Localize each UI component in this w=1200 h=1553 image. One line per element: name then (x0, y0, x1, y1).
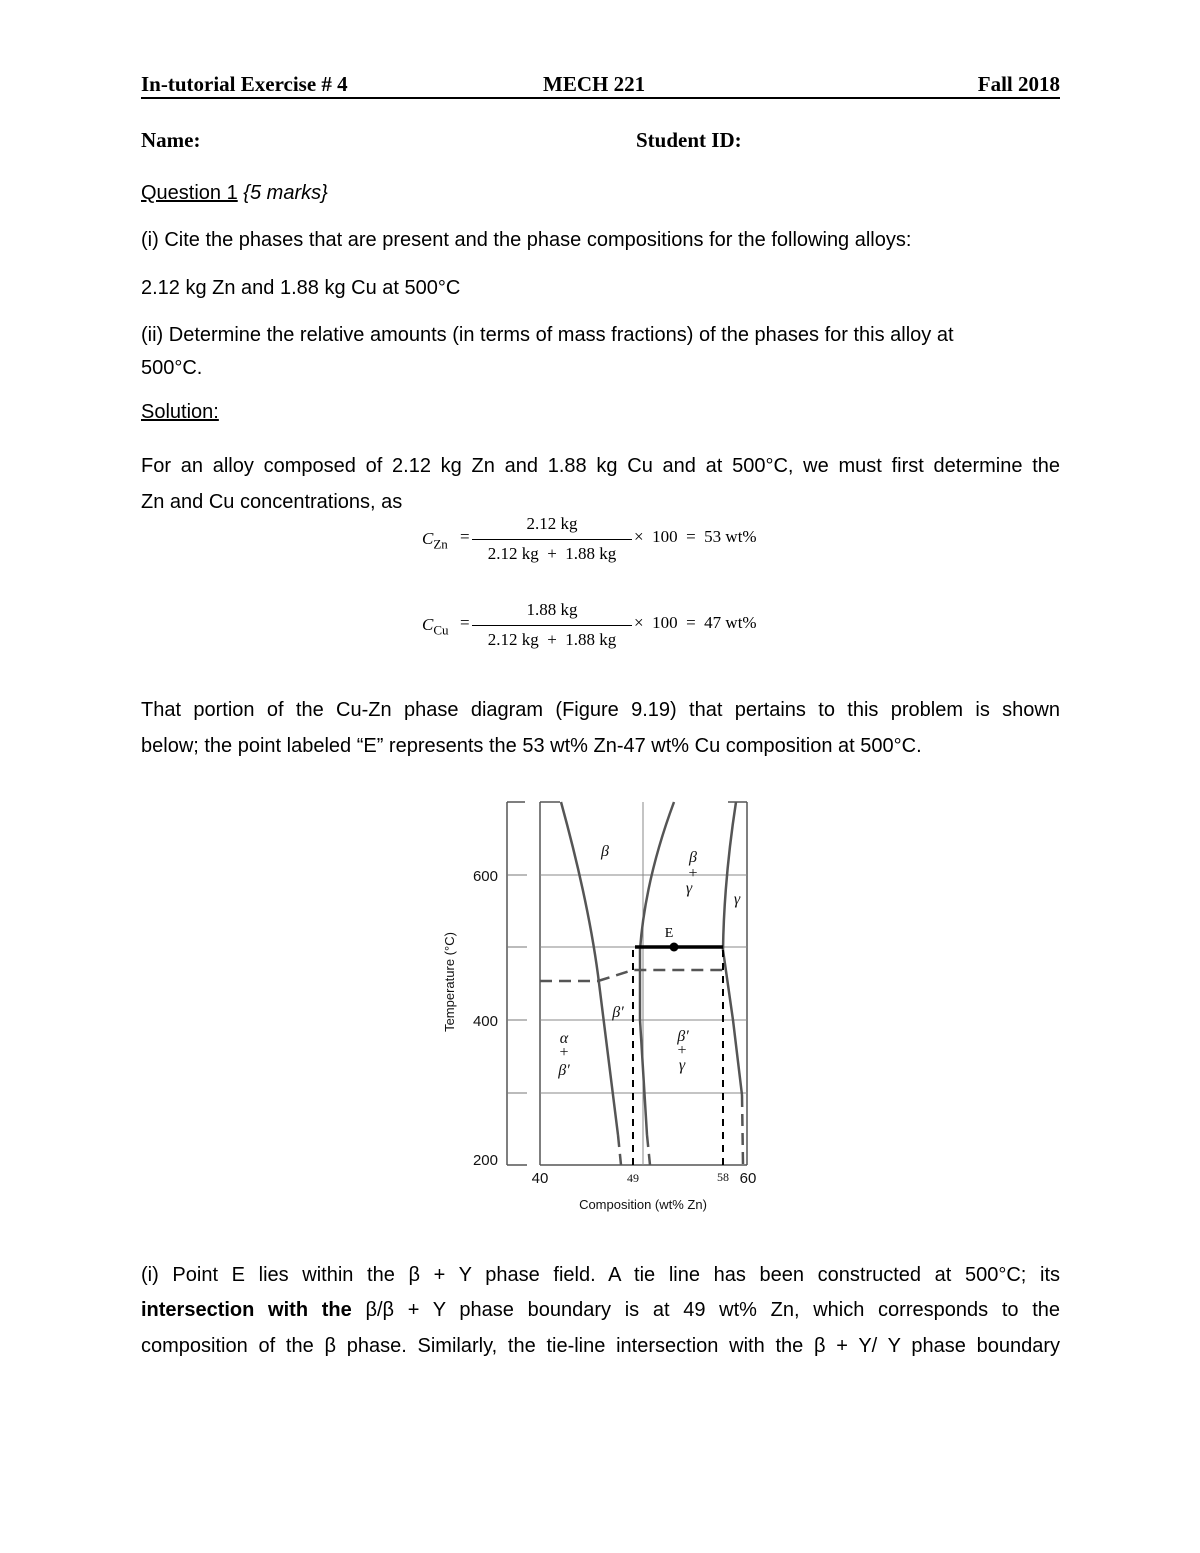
point-e-marker (670, 943, 679, 952)
phase-label-betaprimegamma-1: β′ (677, 1028, 689, 1045)
equation-zn-numerator: 2.12 kg (526, 514, 578, 533)
y-axis-title: Temperature (°C) (442, 932, 457, 1032)
answer-line1: (i) Point E lies within the β + Υ phase field. A tie line has been constructed at 500°C; its (141, 1264, 1060, 1286)
equation-zn-equals: = (460, 527, 470, 546)
y-tick-label-200: 200 (472, 1152, 498, 1169)
boundary-beta-betagamma-dashed (647, 1135, 650, 1165)
equation-cu-fraction-bar (472, 625, 632, 626)
header-center: MECH 221 (543, 72, 646, 96)
x-tick-label-60: 60 (739, 1170, 757, 1187)
boundary-alpha-beta (561, 802, 618, 1135)
ordering-lines (540, 970, 743, 1165)
equation-zn-fraction-bar (472, 539, 632, 540)
solution-intro-line2: Zn and Cu concentrations, as (141, 491, 403, 513)
equation-cu-rhs: × 100 = 47 wt% (634, 613, 757, 632)
phase-label-alphabetaprime-2: + (559, 1044, 569, 1061)
equation-cu (422, 601, 822, 661)
boundary-alpha-beta-dashed (618, 1135, 621, 1165)
x-axis-title: Composition (wt% Zn) (579, 1197, 707, 1212)
phase-label-beta-prime: β′ (612, 1004, 624, 1021)
equation-cu-numerator: 1.88 kg (526, 600, 578, 619)
question-part-i: (i) Cite the phases that are present and the phase compositions for the following alloys: (141, 229, 912, 251)
diagram-intro-line2: below; the point labeled “E” represents the 53 wt% Zn-47 wt% Cu composition at 500°C. (141, 735, 922, 757)
phase-label-gamma: γ (733, 891, 741, 908)
plot-frame (507, 802, 747, 1165)
boundary-beta-betagamma (640, 802, 674, 1135)
question-title: Question 1 (141, 182, 238, 204)
phase-labels (557, 843, 741, 1079)
equation-zn (422, 515, 822, 575)
phase-boundaries (561, 802, 742, 1135)
answer-line2 (141, 1292, 1060, 1328)
x-tick-labels (532, 1170, 757, 1187)
phase-label-betaprimegamma-3: γ (678, 1057, 686, 1074)
header-left: In-tutorial Exercise # 4 (141, 72, 348, 96)
y-tick-labels (473, 868, 498, 1169)
equation-zn-lhs: $C_{Zn}$ (422, 529, 448, 552)
answer-line2-rest: β/β + Υ phase boundary is at 49 wt% Zn, which corresponds to the (365, 1299, 1060, 1321)
phase-diagram (430, 790, 780, 1220)
diagram-intro-line1: That portion of the Cu-Zn phase diagram (Figure 9.19) that pertains to this problem is shown (141, 699, 1060, 721)
point-e-label: E (664, 926, 674, 941)
name-label: Name: (141, 128, 201, 152)
solution-heading: Solution: (141, 401, 219, 423)
y-tick-label-600: 600 (472, 868, 498, 885)
equation-zn-rhs: × 100 = 53 wt% (634, 527, 757, 546)
equation-cu-lhs: $C_{Cu}$ (422, 615, 449, 638)
phase-label-betagamma-2: + (688, 865, 698, 882)
phase-label-beta: β (601, 843, 609, 860)
x-tick-label-58: 58 (717, 1170, 729, 1184)
question-part-ii-line2: 500°C. (141, 357, 203, 379)
phase-label-alphabetaprime-3: β′ (558, 1062, 570, 1079)
phase-label-alphabetaprime-1: α (559, 1030, 569, 1047)
question-part-ii-line1: (ii) Determine the relative amounts (in terms of mass fractions) of the phases for this alloy at (141, 324, 954, 346)
header-rule (141, 97, 1060, 99)
ordering-line-right (598, 970, 723, 981)
equation-cu-equals: = (460, 613, 470, 632)
phase-label-betagamma-3: γ (685, 880, 693, 897)
x-tick-label-49: 49 (627, 1171, 639, 1185)
student-id-label: Student ID: (636, 128, 742, 152)
question-marks: {5 marks} (243, 182, 328, 204)
y-tick-label-400: 400 (472, 1013, 498, 1030)
gridlines (540, 802, 747, 1165)
phase-label-betaprimegamma-2: + (677, 1042, 687, 1059)
equation-cu-denominator: 2.12 kg + 1.88 kg (487, 630, 617, 649)
boundary-gamma-dashed (742, 1095, 743, 1165)
boundary-betagamma-gamma (723, 802, 742, 1095)
x-tick-label-40: 40 (531, 1170, 549, 1187)
phase-label-betagamma-1: β (689, 849, 697, 866)
answer-line3: composition of the β phase. Similarly, the tie-line intersection with the β + Υ/ Υ phase boundary (141, 1335, 1060, 1357)
question-heading (141, 175, 328, 211)
question-alloy: 2.12 kg Zn and 1.88 kg Cu at 500°C (141, 277, 461, 299)
equation-zn-denominator: 2.12 kg + 1.88 kg (487, 544, 617, 563)
solution-intro-line1: For an alloy composed of 2.12 kg Zn and 1.88 kg Cu and at 500°C, we must first determine the (141, 455, 1060, 477)
header-right: Fall 2018 (977, 72, 1060, 96)
answer-line2-bold: intersection with the (141, 1299, 352, 1321)
y-ticks (507, 875, 527, 1093)
